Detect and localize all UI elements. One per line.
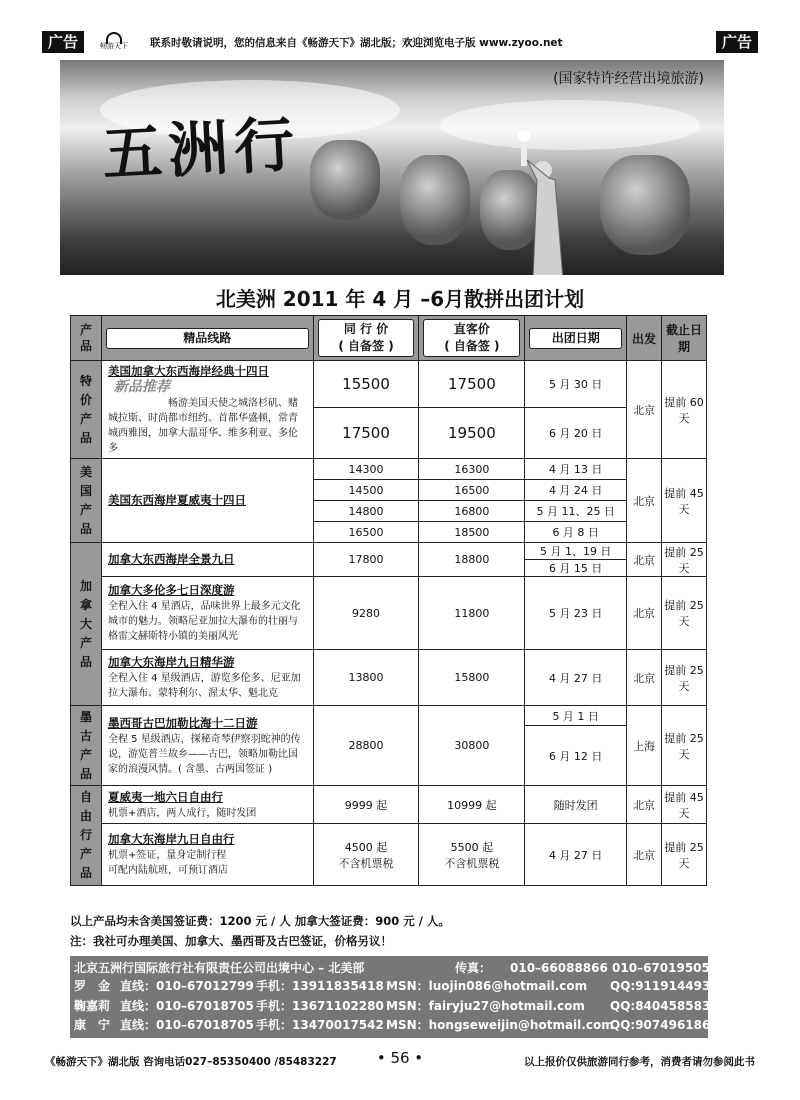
contact-person-row: 康 宁 直线：010–67018705 手机：13470017542 MSN：hongseweijin@hotmail.com QQ:907496186 bbox=[74, 1018, 711, 1032]
table-row: 自由行产品 夏威夷一地六日自由行 机票+酒店，两人成行，随时发团 9999 起 10999 起 随时发团 北京 提前 45 天 bbox=[71, 786, 707, 824]
footer-right: 以上报价仅供旅游同行参考，消费者请勿参阅此书 bbox=[524, 1056, 755, 1068]
table-row: 16500 18500 6 月 8 日 bbox=[71, 522, 707, 543]
header-direct-price: 直客价 ( 自备签 ) bbox=[419, 316, 525, 361]
magazine-logo: 畅游天下 bbox=[96, 32, 132, 52]
category-usa: 美国产品 bbox=[71, 459, 102, 543]
table-row: 6 月 15 日 bbox=[71, 560, 707, 577]
table-header-row bbox=[71, 316, 707, 361]
page-number: • 56 • bbox=[376, 1049, 424, 1067]
table-row: 14800 16800 5 月 11、25 日 bbox=[71, 501, 707, 522]
category-canada: 加拿大产品 bbox=[71, 543, 102, 706]
route-cell: 美国东西海岸夏威夷十四日 bbox=[101, 459, 313, 543]
new-product-tag: 新品推荐 bbox=[113, 379, 170, 395]
table-row: 特价产品 美国加拿大东西海岸经典十四日 新品推荐 畅游美国天使之城洛杉矶、赌城拉斯、时尚都市纽约、首都华盛顿，常青城西雅图，加拿大温哥华、维多利亚、多伦多 15500 17500 5 月 30 日 北京 提前 60 天 bbox=[71, 361, 707, 408]
header-cat: 产品 bbox=[71, 316, 102, 361]
route-cell: 加拿大多伦多七日深度游 全程入住 4 星酒店，品味世界上最多元文化城市的魅力。领略尼亚加拉大瀑布的壮丽与格雷文赫斯特小镇的美丽风光 bbox=[101, 577, 313, 650]
table-row: 加拿大东海岸九日自由行 机票+签证，量身定制行程 可配内陆航班，可预订酒店 4500 起 不含机票税 5500 起 不含机票税 4 月 27 日 北京 提前 25 天 bbox=[71, 824, 707, 886]
route-cell: 加拿大东海岸九日自由行 机票+签证，量身定制行程 可配内陆航班，可预订酒店 bbox=[101, 824, 313, 886]
contact-panel bbox=[70, 956, 711, 1038]
top-info-line: 联系时敬请说明，您的信息来自《畅游天下》湖北版；欢迎浏览电子版 www.zyoo.net bbox=[150, 37, 563, 49]
license-text: (国家特许经营出境旅游) bbox=[553, 71, 704, 87]
table-row: 14500 16500 4 月 24 日 bbox=[71, 480, 707, 501]
table-row: 加拿大东海岸九日精华游 全程入住 4 星级酒店，游览多伦多、尼亚加拉大瀑布、蒙特利尔、渥太华、魁北克 13800 15800 4 月 27 日 北京 提前 25 天 bbox=[71, 650, 707, 706]
contact-person-row: 罗 金 直线：010–67012799 手机：13911835418 MSN：luojin086@hotmail.com QQ:911914493 bbox=[74, 979, 711, 993]
route-cell: 加拿大东海岸九日精华游 全程入住 4 星级酒店，游览多伦多、尼亚加拉大瀑布、蒙特利尔、渥太华、魁北克 bbox=[101, 650, 313, 706]
footer-left: 《畅游天下》湖北版 咨询电话027–85350400 /85483227 bbox=[45, 1056, 337, 1068]
category-free: 自由行产品 bbox=[71, 786, 102, 886]
route-cell: 加拿大东西海岸全景九日 bbox=[101, 543, 313, 577]
table-row: 墨古产品 墨西哥古巴加勒比海十二日游 全程 5 星级酒店，探秘奇琴伊察羽蛇神的传说，游览普兰故乡——古巴，领略加勒比国家的浪漫风情。( 含墨、古两国签证 ) 28800 30800 5 月 1 日 上海 提前 25 天 bbox=[71, 706, 707, 726]
header-trade-price: 同 行 价 ( 自备签 ) bbox=[313, 316, 419, 361]
mount-rushmore-face bbox=[310, 140, 380, 220]
header-route: 精品线路 bbox=[101, 316, 313, 361]
table-row: 加拿大多伦多七日深度游 全程入住 4 星酒店，品味世界上最多元文化城市的魅力。领略尼亚加拉大瀑布的壮丽与格雷文赫斯特小镇的美丽风光 9280 11800 5 月 23 日 北京 提前 25 天 bbox=[71, 577, 707, 650]
statue-of-liberty-icon bbox=[515, 130, 571, 275]
tour-price-table bbox=[70, 315, 707, 886]
header-date: 出团日期 bbox=[525, 316, 627, 361]
hero-banner-image bbox=[60, 60, 724, 275]
mount-rushmore-face bbox=[600, 155, 690, 255]
note-line: 以上产品均未含美国签证费：1200 元 / 人 加拿大签证费：900 元 / 人。 bbox=[70, 914, 450, 928]
header-depart: 出发 bbox=[627, 316, 662, 361]
mount-rushmore-face bbox=[400, 155, 470, 245]
page-title: 北美洲 2011 年 4 月 –6月散拼出团计划 bbox=[215, 287, 585, 311]
table-row: 美国产品 美国东西海岸夏威夷十四日 14300 16300 4 月 13 日 北京 提前 45 天 bbox=[71, 459, 707, 480]
top-banner bbox=[42, 31, 758, 53]
category-special: 特价产品 bbox=[71, 361, 102, 459]
route-cell: 美国加拿大东西海岸经典十四日 新品推荐 畅游美国天使之城洛杉矶、赌城拉斯、时尚都市纽约、首都华盛顿，常青城西雅图，加拿大温哥华、维多利亚、多伦多 bbox=[101, 361, 313, 459]
ad-label-left: 广告 bbox=[42, 31, 84, 53]
contact-person-row: 鞠嘉莉 直线：010–67018705 手机：13671102280 MSN：fairyju27@hotmail.com QQ:840458583 bbox=[74, 999, 711, 1013]
table-row: 17500 19500 6 月 20 日 bbox=[71, 408, 707, 459]
brand-logo-text: 五洲行 bbox=[100, 109, 302, 191]
table-row: 加拿大产品 加拿大东西海岸全景九日 17800 18800 5 月 1、19 日 北京 提前 25 天 bbox=[71, 543, 707, 560]
header-deadline: 截止日期 bbox=[662, 316, 707, 361]
visa-notes bbox=[70, 911, 450, 951]
contact-header-row: 北京五洲行国际旅行社有限责任公司出境中心 – 北美部 传真： 010–66088866 010–67019505 bbox=[74, 961, 710, 975]
sun-icon bbox=[106, 32, 122, 44]
table-row: 6 月 12 日 bbox=[71, 726, 707, 786]
note-line: 注：我社可办理美国、加拿大、墨西哥及古巴签证，价格另议！ bbox=[70, 934, 392, 948]
route-cell: 夏威夷一地六日自由行 机票+酒店，两人成行，随时发团 bbox=[101, 786, 313, 824]
route-cell: 墨西哥古巴加勒比海十二日游 全程 5 星级酒店，探秘奇琴伊察羽蛇神的传说，游览普兰故乡——古巴，领略加勒比国家的浪漫风情。( 含墨、古两国签证 ) bbox=[101, 706, 313, 786]
category-mexico: 墨古产品 bbox=[71, 706, 102, 786]
ad-label-right: 广告 bbox=[716, 31, 758, 53]
